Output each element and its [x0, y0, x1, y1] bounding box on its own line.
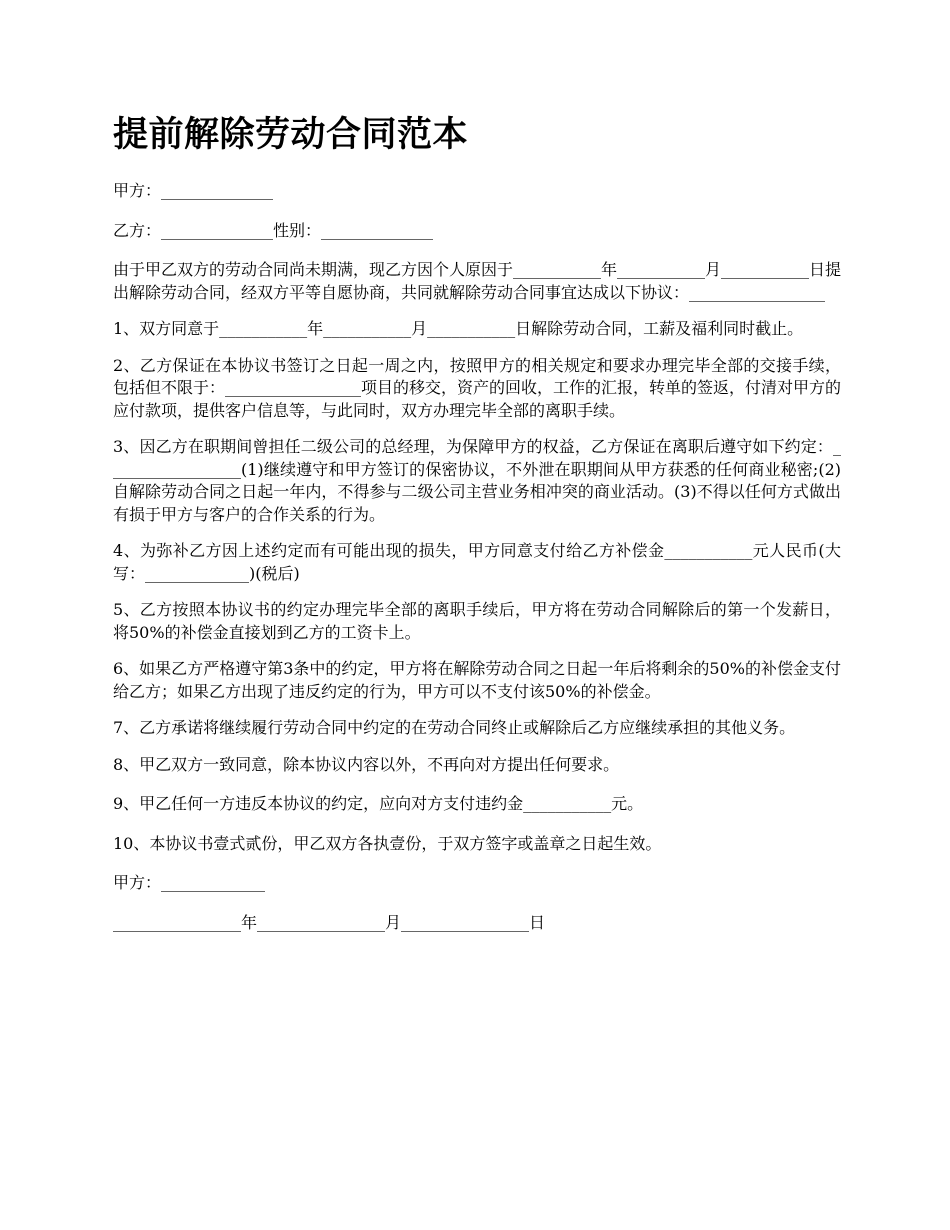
clause-10: 10、本协议书壹式贰份，甲乙双方各执壹份，于双方签字或盖章之日起生效。	[113, 833, 662, 853]
party-a-line: 甲方：______________	[113, 181, 274, 200]
clause-7: 7、乙方承诺将继续履行劳动合同中约定的在劳动合同终止或解除后乙方应继续承担的其他义务。	[113, 718, 796, 737]
signature-line: 甲方：_____________	[113, 873, 266, 892]
intro-paragraph: 由于甲乙双方的劳动合同尚未期满，现乙方因个人原因于___________年___________月___________日提出解除劳动合同，经双方平等自愿协商，共同就解除劳动合同事宜达成以下协议：_________________	[113, 260, 842, 302]
clause-1: 1、双方同意于___________年___________月___________日解除劳动合同，工薪及福利同时截止。	[113, 319, 804, 338]
clause-5: 5、乙方按照本协议书的约定办理完毕全部的离职手续后，甲方将在劳动合同解除后的第一个发薪日，将50%的补偿金直接划到乙方的工资卡上。	[113, 600, 841, 642]
document-title: 提前解除劳动合同范本	[113, 115, 469, 155]
clause-2: 2、乙方保证在本协议书签订之日起一周之内，按照甲方的相关规定和要求办理完毕全部的交接手续，包括但不限于：_________________项目的移交，资产的回收，工作的汇报，转单的签返，付清对甲方的应付款项，提供客户信息等，与此同时，双方办理完毕全部的离职手续。	[113, 355, 842, 420]
date-line: ________________年________________月________________日	[113, 912, 546, 932]
clause-6: 6、如果乙方严格遵守第3条中的约定，甲方将在解除劳动合同之日起一年后将剩余的50%的补偿金支付给乙方；如果乙方出现了违反约定的行为，甲方可以不支付该50%的补偿金。	[113, 659, 841, 701]
party-b-line: 乙方：______________性别：______________	[113, 220, 434, 240]
document-page	[113, 112, 841, 950]
clause-4: 4、为弥补乙方因上述约定而有可能出现的损失，甲方同意支付给乙方补偿金___________元人民币(大写：_____________)(税后)	[113, 541, 841, 583]
clause-3: 3、因乙方在职期间曾担任二级公司的总经理，为保障甲方的权益，乙方保证在离职后遵守如下约定：_________________(1)继续遵守和甲方签订的保密协议，不外泄在职期间从甲方获悉的任何商业秘密;(2)自解除劳动合同之日起一年内，不得参与二级公司主营业务相冲突的商业活动。(3)不得以任何方式做出有损于甲方与客户的合作关系的行为。	[113, 437, 841, 524]
clause-8: 8、甲乙双方一致同意，除本协议内容以外，不再向对方提出任何要求。	[113, 754, 620, 774]
clause-9: 9、甲乙任何一方违反本协议的约定，应向对方支付违约金___________元。	[113, 794, 644, 813]
